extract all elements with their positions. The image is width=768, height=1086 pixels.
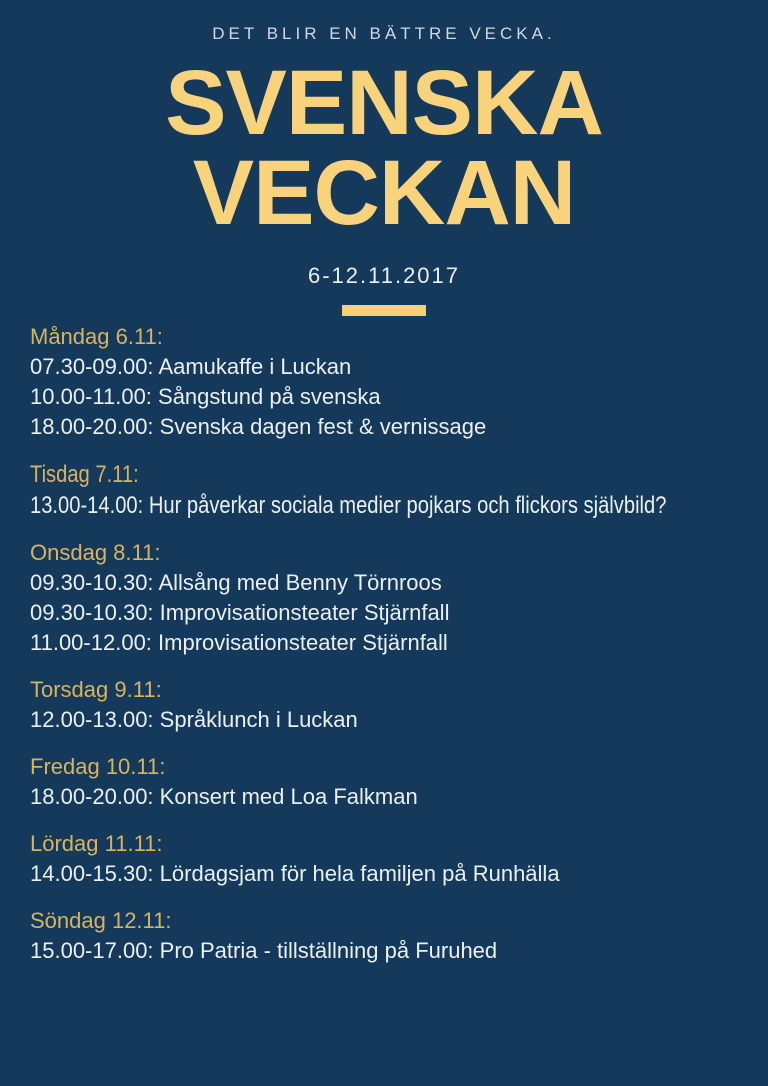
event-text: 15.00-17.00: Pro Patria - tillställning på Furuhed — [30, 938, 498, 964]
day-section-sunday — [30, 906, 740, 966]
event-text: 12.00-13.00: Språklunch i Luckan — [30, 707, 358, 733]
day-heading-text: Onsdag 8.11: — [30, 540, 161, 566]
event-text: 10.00-11.00: Sångstund på svenska — [30, 384, 381, 410]
day-heading-text: Söndag 12.11: — [30, 908, 172, 934]
title-line-2: VECKAN — [192, 142, 576, 245]
day-heading — [30, 538, 740, 568]
day-heading — [30, 906, 740, 936]
event-text: 09.30-10.30: Allsång med Benny Törnroos — [30, 570, 442, 596]
day-heading-text: Lördag 11.11: — [30, 831, 163, 857]
day-section-friday — [30, 752, 740, 812]
event-line — [30, 598, 740, 628]
poster-header — [0, 0, 768, 316]
event-line — [30, 382, 740, 412]
day-section-monday — [30, 322, 740, 442]
day-heading-text: Fredag 10.11: — [30, 754, 166, 780]
day-heading-text: Måndag 6.11: — [30, 324, 163, 350]
day-heading-text: Torsdag 9.11: — [30, 677, 162, 703]
event-line — [30, 352, 740, 382]
date-range: 6-12.11.2017 — [307, 263, 461, 289]
schedule — [30, 322, 740, 966]
day-heading — [30, 829, 740, 859]
divider-bar — [342, 305, 426, 316]
event-line — [30, 859, 740, 889]
event-line — [30, 705, 740, 735]
title-line-1: SVENSKA — [165, 52, 603, 154]
day-section-saturday — [30, 829, 740, 889]
day-section-wednesday — [30, 538, 740, 658]
event-text: 18.00-20.00: Svenska dagen fest & vernissage — [30, 414, 487, 440]
day-heading — [30, 459, 740, 490]
event-line — [30, 568, 740, 598]
event-text: 09.30-10.30: Improvisationsteater Stjärnfall — [30, 600, 450, 626]
day-section-thursday — [30, 675, 740, 735]
event-line — [30, 628, 740, 658]
event-line — [30, 490, 740, 521]
day-heading — [30, 675, 740, 705]
poster-title — [0, 52, 768, 245]
day-heading — [30, 322, 740, 352]
event-line — [30, 936, 740, 966]
event-text: 11.00-12.00: Improvisationsteater Stjärnfall — [30, 630, 448, 656]
event-line — [30, 412, 740, 442]
event-text: 18.00-20.00: Konsert med Loa Falkman — [30, 784, 418, 810]
event-text: 13.00-14.00: Hur påverkar sociala medier pojkars och flickors självbild? — [30, 492, 667, 520]
event-text: 07.30-09.00: Aamukaffe i Luckan — [30, 354, 352, 380]
day-heading-text: Tisdag 7.11: — [30, 461, 139, 489]
event-line — [30, 782, 740, 812]
event-text: 14.00-15.30: Lördagsjam för hela familjen på Runhälla — [30, 861, 560, 887]
day-heading — [30, 752, 740, 782]
tagline: DET BLIR EN BÄTTRE VECKA. — [212, 24, 556, 43]
day-section-tuesday — [30, 459, 740, 521]
